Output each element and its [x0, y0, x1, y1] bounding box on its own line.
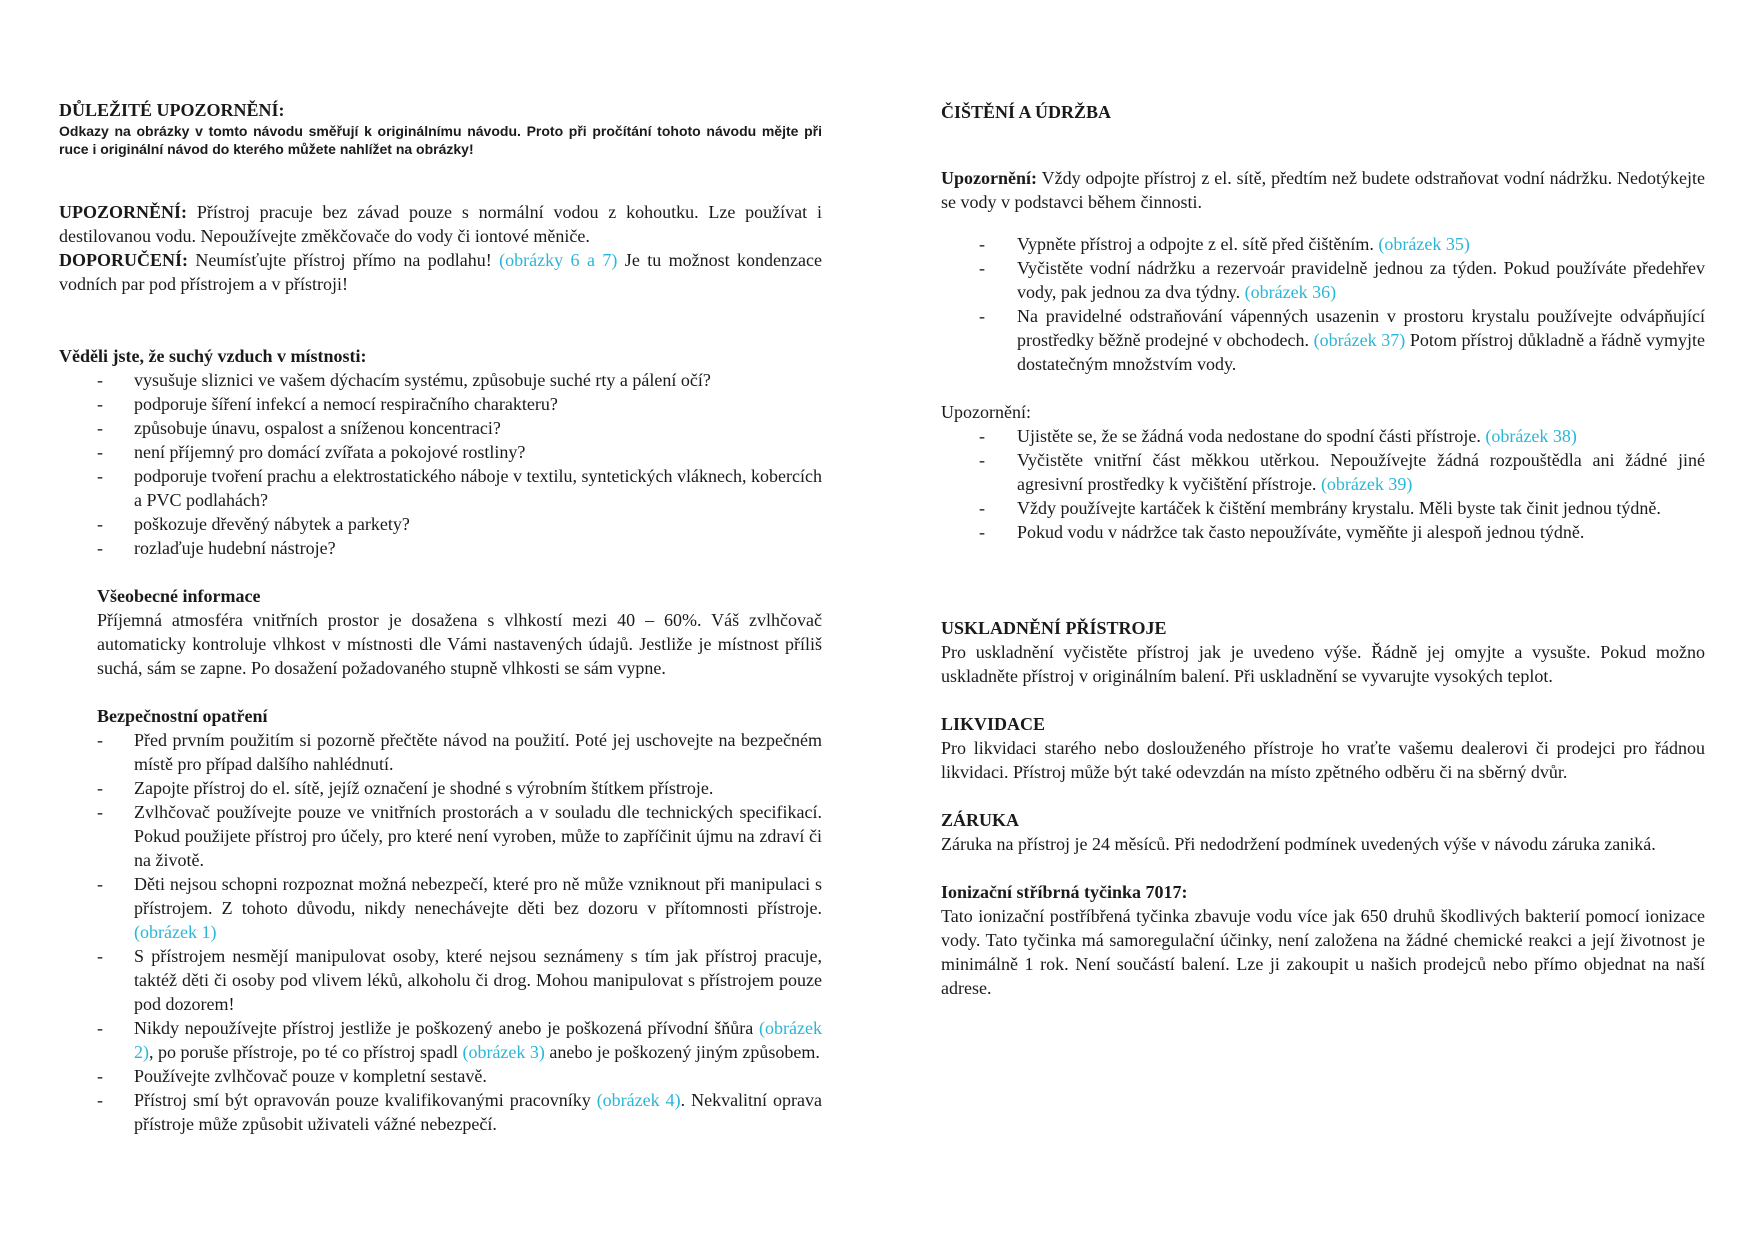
warning-paragraph: [59, 200, 822, 248]
list-item: [941, 424, 1705, 448]
cleaning-list: [941, 232, 1705, 376]
figure-ref: (obrázek 35): [1378, 234, 1470, 254]
storage-text: Pro uskladnění vyčistěte přístroj jak je uvedeno výše. Řádně jej omyjte a vysušte. Pokud možno uskladněte přístroj v originálním balení. Při uskladnění se vyvarujte vysokých teplot.: [941, 642, 1705, 686]
disposal-title: LIKVIDACE: [941, 714, 1046, 734]
list-item: - rozlaďuje hudební nástroje?: [59, 536, 822, 560]
cleaning-warning: [941, 166, 1705, 214]
recommendation-label: DOPORUČENÍ:: [59, 250, 188, 270]
list-item: [941, 448, 1705, 496]
item-text: Děti nejsou schopni rozpoznat možná nebezpečí, které pro ně může vzniknout při manipulaci s přístrojem. Z tohoto důvodu, nikdy nenechávejte děti bez dozoru v přítomnosti přístroje.: [134, 874, 822, 918]
list-item: [59, 1016, 822, 1064]
item-text: Vypněte přístroj a odpojte z el. sítě před čištěním.: [1017, 234, 1379, 254]
cleaning-list-2: [941, 424, 1705, 544]
general-info-text: Příjemná atmosféra vnitřních prostor je dosažena s vlhkostí mezi 40 – 60%. Váš zvlhčovač automaticky kontroluje vlhkost v místnosti dle Vámi nastavených údajů. Jestliže je místnost příliš suchá, sám se zapne. Po dosažení požadovaného stupně vlhkosti se sám vypne.: [97, 610, 822, 678]
warranty-text: Záruka na přístroj je 24 měsíců. Při nedodržení podmínek uvedených výše v návodu záruka zaniká.: [941, 834, 1656, 854]
list-item: - Před prvním použitím si pozorně přečtěte návod na použití. Poté jej uschovejte na bezpečném místě pro případ dalšího nahlédnutí.: [59, 728, 822, 776]
disposal-text: Pro likvidaci starého nebo doslouženého přístroje ho vraťte vašemu dealerovi či prodejci pro řádnou likvidaci. Přístroj může být také odevzdán na místo zpětného odběru či na sběrný dvůr.: [941, 738, 1705, 782]
list-item: - S přístrojem nesmějí manipulovat osoby, které nejsou seznámeny s tím jak přístroj pracuje, taktéž děti či osoby pod vlivem léků, alkoholu či drog. Mohou manipulovat s přístrojem pouze pod dozorem!: [59, 944, 822, 1016]
recommendation-text: Neumísťujte přístroj přímo na podlahu!: [188, 250, 500, 270]
left-column: [59, 98, 822, 1136]
item-text: Přístroj smí být opravován pouze kvalifikovanými pracovníky: [134, 1090, 597, 1110]
important-text: Odkazy na obrázky v tomto návodu směřují k originálnímu návodu. Proto při pročítání tohoto návodu mějte při ruce i originální návod do kterého můžete nahlížet na obrázky!: [59, 123, 822, 157]
list-item: - podporuje šíření infekcí a nemocí respiračního charakteru?: [59, 392, 822, 416]
warning-text: Přístroj pracuje bez závad pouze s normální vodou z kohoutku. Lze používat i destilovanou vodu. Nepoužívejte změkčovače do vody či iontové měniče.: [59, 202, 822, 246]
figure-ref: (obrázek 1): [134, 922, 217, 942]
item-text: Potom přístroj důkladně a řádně vymyjte dostatečným množstvím vody.: [1017, 330, 1705, 374]
figure-ref: (obrázek 39): [1320, 474, 1413, 494]
list-item: - Pokud vodu v nádržce tak často nepoužíváte, vyměňte ji alespoň jednou týdně.: [941, 520, 1705, 544]
warning-label: UPOZORNĚNÍ:: [59, 202, 188, 222]
list-item: [941, 304, 1705, 376]
warranty-title: ZÁRUKA: [941, 810, 1020, 830]
safety-title: Bezpečnostní opatření: [97, 706, 268, 726]
ionization-text: Tato ionizační postříbřená tyčinka zbavuje vodu více jak 650 druhů škodlivých bakterií pomocí ionizace vody. Tato tyčinka má samoregulační účinky, není založena na žádné chemické reakci a její životnost je minimálně 1 rok. Není součástí balení. Lze ji zakoupit u našich prodejců nebo přímo objednat na naší adrese.: [941, 906, 1705, 998]
list-item: - není příjemný pro domácí zvířata a pokojové rostliny?: [59, 440, 822, 464]
storage-title: USKLADNĚNÍ PŘÍSTROJE: [941, 618, 1167, 638]
list-item: [941, 256, 1705, 304]
recommendation-paragraph: [59, 248, 822, 296]
list-item: - podporuje tvoření prachu a elektrostatického náboje v textilu, syntetických vláknech, kobercích a PVC podlahách?: [59, 464, 822, 512]
recommendation-text-end: Je tu možnost kondenzace vodních par pod přístrojem a v přístroji!: [59, 250, 823, 294]
figure-ref: (obrázek 36): [1244, 282, 1337, 302]
list-item: [59, 872, 822, 944]
list-item: - Používejte zvlhčovač pouze v kompletní sestavě.: [59, 1064, 822, 1088]
list-item: - Zvlhčovač používejte pouze ve vnitřních prostorách a v souladu dle technických specifikací. Pokud použijete přístroj pro účely, pro které není vyroben, může to zapříčinit újmu na zdraví či na životě.: [59, 800, 822, 872]
list-item: - poškozuje dřevěný nábytek a parkety?: [59, 512, 822, 536]
safety-list: [59, 728, 822, 1136]
item-text: . Nekvalitní oprava přístroje může způsobit uživateli vážné nebezpečí.: [134, 1090, 822, 1134]
figure-ref: (obrázek 4): [596, 1090, 681, 1110]
warning-label: Upozornění:: [941, 168, 1037, 188]
figure-ref: (obrázek 3): [462, 1042, 545, 1062]
cleaning-title: ČIŠTĚNÍ A ÚDRŽBA: [941, 102, 1112, 122]
figure-ref: (obrázky 6 a 7): [499, 250, 618, 270]
dry-air-list: [59, 368, 822, 560]
list-item: [59, 1088, 822, 1136]
item-text: Ujistěte se, že se žádná voda nedostane do spodní části přístroje.: [1017, 426, 1486, 446]
list-item: - vysušuje sliznici ve vašem dýchacím systému, způsobuje suché rty a pálení očí?: [59, 368, 822, 392]
dry-air-title: Věděli jste, že suchý vzduch v místnosti:: [59, 346, 367, 366]
figure-ref: (obrázek 38): [1485, 426, 1577, 446]
item-text: anebo je poškozený jiným způsobem.: [544, 1042, 820, 1062]
list-item: - Zapojte přístroj do el. sítě, jejíž označení je shodné s výrobním štítkem přístroje.: [59, 776, 822, 800]
ionization-title: Ionizační stříbrná tyčinka 7017:: [941, 882, 1188, 902]
item-text: Nikdy nepoužívejte přístroj jestliže je poškozený anebo je poškozená přívodní šňůra: [134, 1018, 760, 1038]
important-title: DŮLEŽITÉ UPOZORNĚNÍ:: [59, 100, 285, 120]
item-text: Na pravidelné odstraňování vápenných usazenin v prostoru krystalu používejte odvápňující prostředky běžně prodejné v obchodech.: [1017, 306, 1705, 350]
warning-text: Vždy odpojte přístroj z el. sítě, předtím než budete odstraňovat vodní nádržku. Nedotýkejte se vody v podstavci během činnosti.: [941, 168, 1705, 212]
item-text: Vyčistěte vodní nádržku a rezervoár pravidelně jednou za týden. Pokud používáte předehřev vody, pak jednou za dva týdny.: [1017, 258, 1705, 302]
second-warning-label: Upozornění:: [941, 402, 1031, 422]
list-item: [941, 232, 1705, 256]
figure-ref: (obrázek 37): [1313, 330, 1406, 350]
general-info-title: Všeobecné informace: [97, 586, 261, 606]
item-text: Vyčistěte vnitřní část měkkou utěrkou. Nepoužívejte žádná rozpouštědla ani žádné jiné agresivní prostředky k vyčištění přístroje.: [1017, 450, 1705, 494]
list-item: - způsobuje únavu, ospalost a sníženou koncentraci?: [59, 416, 822, 440]
figure-ref: (obrázek 2): [134, 1018, 822, 1062]
right-column: [941, 98, 1705, 1000]
list-item: - Vždy používejte kartáček k čištění membrány krystalu. Měli byste tak činit jednou týdně.: [941, 496, 1705, 520]
item-text: , po poruše přístroje, po té co přístroj spadl: [149, 1042, 463, 1062]
